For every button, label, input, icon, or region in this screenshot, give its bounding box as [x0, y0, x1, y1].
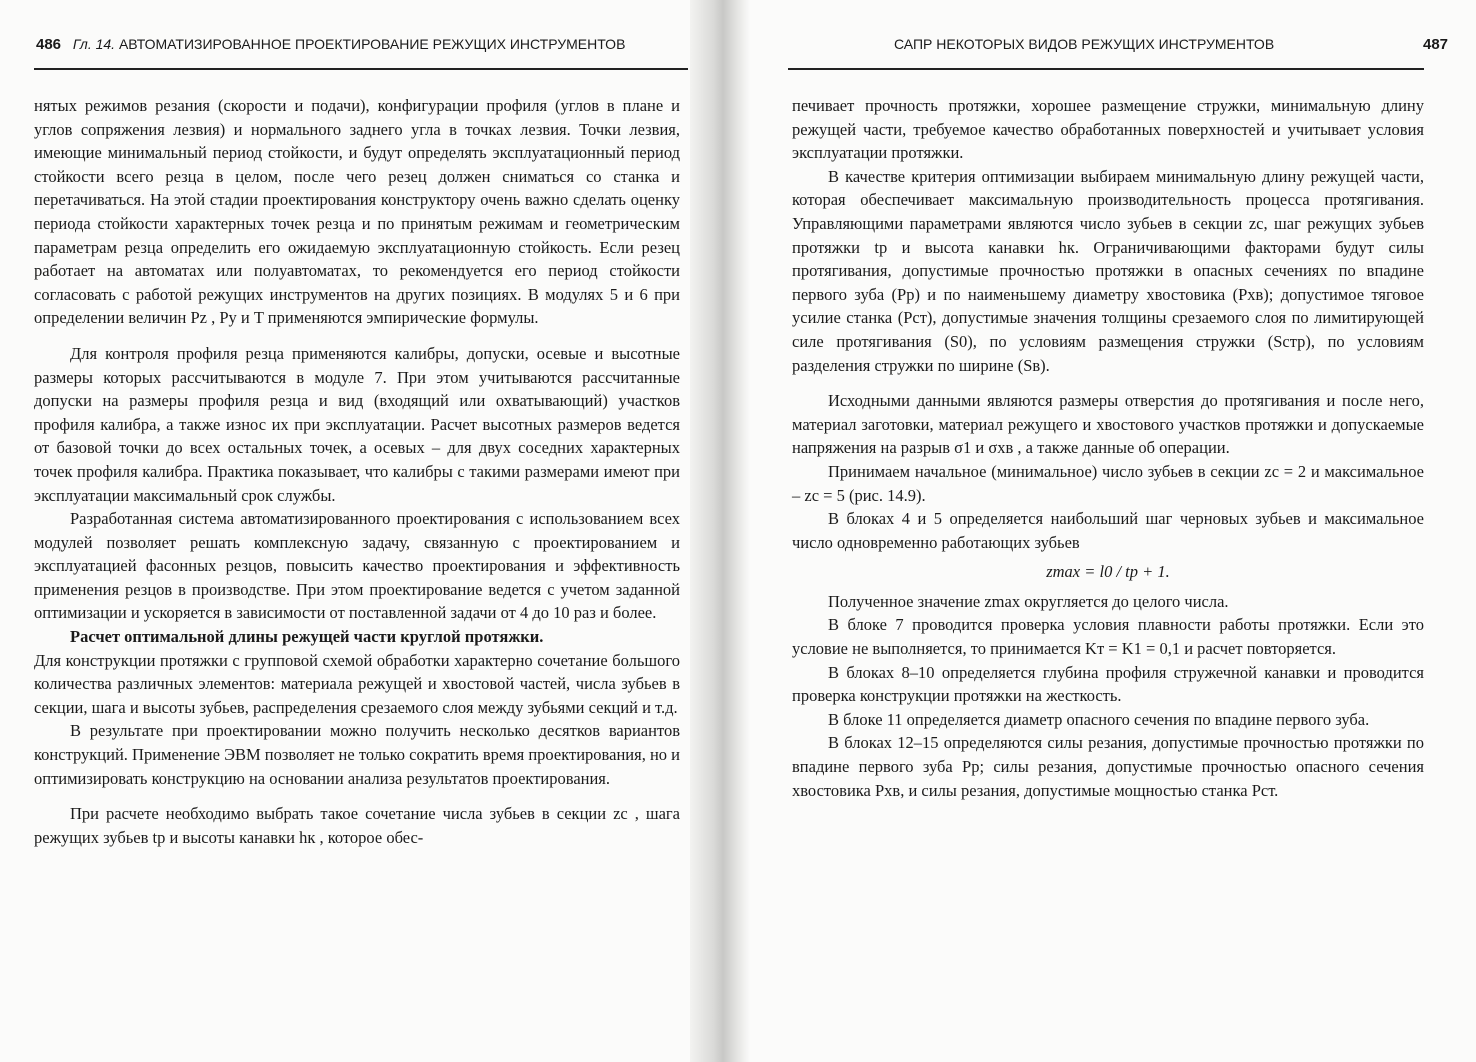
book-gutter	[690, 0, 750, 1062]
paragraph: В блоках 12–15 определяются силы резания, допустимые прочностью протяжки по впадине первого зуба Pр; силы резания, допустимые прочностью опасного сечения хвостовика Pхв, и силы резания, допустимые мощностью станка Pст.	[792, 733, 1424, 800]
paragraph: Для конструкции протяжки с групповой схемой обработки характерно сочетание большого количества различных элементов: материала режущей и хвостовой частей, числа зубьев в секции, шага и высоты зубьев, распределения срезаемого слоя между зубьями секций и т.д.	[34, 650, 680, 717]
left-running-title: АВТОМАТИЗИРОВАННОЕ ПРОЕКТИРОВАНИЕ РЕЖУЩИХ ИНСТРУМЕНТОВ	[118, 36, 626, 52]
paragraph: При расчете необходимо выбрать такое сочетание числа зубьев в секции zc , шага режущих зубьев tр и высоты канавки hк , которое обес-	[34, 804, 680, 847]
right-header-rule	[788, 68, 1424, 70]
paragraph: Разработанная система автоматизированного проектирования с использованием всех модулей позволяет решать комплексную задачу, связанную с проектированием и эксплуатацией фасонных резцов, повысить качество проектирования и эффективность применения резцов в производстве. При этом проектирование ведется с учетом заданной оптимизации и ускоряется в зависимости от поставленной задачи от 4 до 10 раз и более.	[34, 509, 680, 623]
paragraph: Исходными данными являются размеры отверстия до протягивания и после него, материал заготовки, материал режущего и хвостового участков протяжки и допускаемые напряжения на разрыв σ1 и σхв , а также данные об операции.	[792, 391, 1424, 458]
left-text-column	[34, 94, 680, 849]
chapter-label: Гл. 14.	[72, 36, 116, 52]
paragraph: Для контроля профиля резца применяются калибры, допуски, осевые и высотные размеры которых рассчитываются в модуле 7. При этом учитываются рассчитанные допуски на размеры профиля резца и вид (входящий или охватывающий) участков профиля калибра, а также износ их при эксплуатации. Расчет высотных размеров ведется от базовой точки до всех остальных точек, а осевых – для двух соседних характерных точек профиля калибра. Практика показывает, что калибры с такими размерами имеют при эксплуатации максимальный срок службы.	[34, 343, 680, 505]
right-text-column	[792, 94, 1424, 802]
formula: zmax = l0 / tр + 1.	[1046, 562, 1170, 582]
paragraph: В блоках 4 и 5 определяется наибольший шаг черновых зубьев и максимальное число одновременно работающих зубьев	[792, 509, 1424, 552]
right-page-number: 487	[1423, 36, 1449, 53]
paragraph: В блоках 8–10 определяется глубина профиля стружечной канавки и проводится проверка конструкции протяжки на жесткость.	[792, 662, 1424, 706]
paragraph: В результате при проектировании можно получить несколько десятков вариантов конструкций. Применение ЭВМ позволяет не только сократить время проектирования, но и оптимизировать конструкцию на основании анализа результатов проектирования.	[34, 721, 680, 788]
paragraph: Принимаем начальное (минимальное) число зубьев в секции zc = 2 и максимальное – zc = 5 (рис. 14.9).	[792, 461, 1424, 505]
left-running-header	[36, 36, 625, 53]
right-running-header	[894, 36, 1449, 53]
left-header-rule	[34, 68, 688, 70]
paragraph: В блоке 7 проводится проверка условия плавности работы протяжки. Если это условие не выполняется, то принимается Kт = K1 = 0,1 и расчет повторяется.	[792, 615, 1424, 659]
section-heading: Расчет оптимальной длины режущей части круглой протяжки.	[70, 627, 544, 647]
paragraph: В качестве критерия оптимизации выбираем минимальную длину режущей части, которая обеспечивает максимальную производительность процесса протягивания. Управляющими параметрами являются число зубьев в секции zc, шаг режущих зубьев протяжки tр и высота канавки hк. Ограничивающими факторами будут силы протягивания, допустимые прочностью протяжки в опасных сечениях по впадине первого зуба (Pр) и по наименьшему диаметру хвостовика (Pхв); допустимое тяговое усилие станка (Pст), допустимые значения толщины срезаемого слоя по лимитирующей силе протягивания (S0), по условиям размещения стружки (Sстр), по условиям разделения стружки по ширине (Sв).	[792, 166, 1424, 375]
right-running-title: САПР НЕКОТОРЫХ ВИДОВ РЕЖУЩИХ ИНСТРУМЕНТОВ	[894, 36, 1275, 52]
left-page-number: 486	[36, 36, 62, 53]
paragraph: В блоке 11 определяется диаметр опасного сечения по впадине первого зуба.	[828, 709, 1370, 729]
paragraph: печивает прочность протяжки, хорошее размещение стружки, минимальную длину режущей части, требуемое качество обработанных поверхностей и учитывает условия эксплуатации протяжки.	[792, 96, 1424, 163]
paragraph: нятых режимов резания (скорости и подачи), конфигурации профиля (углов в плане и углов сопряжения лезвия) и нормального заднего угла в точках лезвия. Точки лезвия, имеющие минимальный период стойкости, и будут определять эксплуатационный период стойкости всего резца в целом, после чего резец должен сниматься со станка и перетачиваться. На этой стадии проектирования конструктору очень важно сделать оценку периода стойкости характерных точек резца и по принятым режимам и геометрическим параметрам резца определить его ожидаемую эксплуатационную стойкость. Если резец работает на автоматах или полуавтоматах, то рекомендуется его период стойкости согласовать с работой режущих инструментов на других позициях. В модулях 5 и 6 при определении величин Pz , Py и T применяются эмпирические формулы.	[34, 96, 680, 328]
paragraph: Полученное значение zmax округляется до целого числа.	[828, 591, 1229, 611]
